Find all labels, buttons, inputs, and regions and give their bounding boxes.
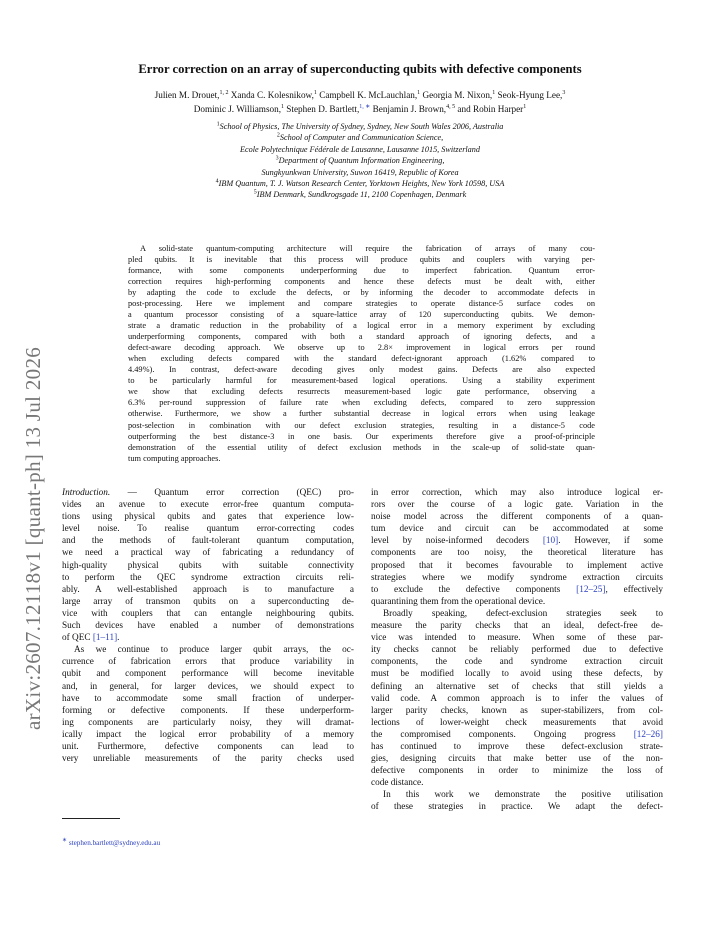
body-line: must be modified locally to avoid using these defects, by: [371, 669, 663, 680]
body-line: qubit and component performance will become inevitable: [62, 669, 354, 680]
author-list: [60, 89, 660, 116]
abstract-line: a quantum processor consisting of a square-lattice array of 120 superconducting qubits. We demon-: [128, 310, 595, 320]
body-line: components are too noisy, the theoretical literature has: [371, 548, 663, 559]
affiliation-text: Sungkyunkwan University, Suwon 16419, Republic of Korea: [261, 167, 459, 177]
body-text: the compromised components. Ongoing progress: [371, 729, 634, 740]
abstract-line: strate a dramatic reduction in the probability of a logical error in a memory experiment by excluding: [128, 321, 595, 331]
author-affil-sup: 1: [313, 89, 317, 96]
author-affil-sup: 1: [417, 89, 421, 96]
body-line: ity checks cannot be reliably performed due to defective: [371, 645, 663, 656]
body-line: [62, 632, 354, 644]
body-line: lections of lower-weight check measurements that avoid: [371, 717, 663, 728]
author-line-2: [60, 103, 660, 117]
body-text: level by noise-informed decoders: [371, 536, 543, 547]
section-label-introduction: Introduction.: [62, 488, 111, 498]
corresponding-email-link[interactable]: stephen.bartlett@sydney.edu.au: [68, 839, 161, 847]
abstract-line: underperforming components, compared with both a standard approach of ignoring defects, and a: [128, 332, 595, 342]
body-column-left: [62, 487, 354, 765]
body-line: level noise. To realise quantum error-correcting codes: [62, 524, 354, 535]
abstract-line: we show that excluding defects resurrects measurement-based logic gate performance, observing a: [128, 387, 595, 397]
abstract-line: defect-aware decoding approach. We observe up to 2.8× improvement in logical errors per round: [128, 343, 595, 353]
body-line: gies, designing circuits that make better use of the non-: [371, 754, 663, 765]
body-line: components, the code and syndrome extraction circuit: [371, 657, 663, 668]
author-affil-sup: 3: [562, 89, 566, 96]
affiliation-text: Ecole Polytechnique Fédérale de Lausanne, Lausanne 1015, Switzerland: [240, 144, 480, 154]
affiliations: [60, 121, 660, 201]
affiliation-line: [60, 155, 660, 166]
affiliation-line: [60, 178, 660, 189]
author-name: Julien M. Drouet,: [154, 90, 220, 100]
body-line: forming or defective components. If these underperform-: [62, 705, 354, 716]
arxiv-stamp: [10, 300, 50, 730]
body-line: [62, 487, 354, 499]
body-line: code distance.: [371, 778, 424, 789]
author-affil-sup: 1: [523, 103, 527, 110]
body-text: of QEC: [62, 633, 93, 644]
body-line: ically impact the logical error probability of a memory: [62, 729, 354, 740]
body-line: As we continue to produce larger qubit arrays, the oc-: [74, 645, 354, 656]
body-line: and, in general, for larger devices, we should expect to: [62, 681, 354, 692]
author-name: Xanda C. Kolesnikow,: [228, 90, 314, 100]
body-line: have to accommodate some small fraction of underper-: [62, 693, 354, 704]
body-line: we need a practical way of fabricating a redundancy of: [62, 548, 354, 559]
body-line: vides an avenue to execute error-free quantum computa-: [62, 500, 354, 511]
citation-link[interactable]: [12–25]: [576, 584, 606, 595]
abstract-line: demonstration of the essential utility of defect exclusion methods in the scale-up of solid-state quan-: [128, 442, 595, 452]
body-line: In this work we demonstrate the positive utilisation: [383, 790, 663, 801]
body-line: valid code. A common approach is to infer the values of: [371, 693, 663, 704]
abstract: [128, 243, 595, 464]
abstract-line: pled qubits. It is inevitable that this process will produce qubits and couplers with varying per-: [128, 255, 595, 265]
body-line: has continued to improve these defect-exclusion strate-: [371, 741, 663, 752]
author-name: Georgia M. Nixon,: [420, 90, 493, 100]
abstract-line: tum computing approaches.: [128, 453, 221, 463]
body-line: proposed that it becomes favourable to implement active: [371, 560, 663, 571]
body-line: noise model across the different components of a quan-: [371, 512, 663, 523]
affiliation-line: [60, 144, 660, 155]
body-line: strategies where we modify syndrome extraction circuits: [371, 572, 663, 583]
body-line: unit. Furthermore, defective components can lead to: [62, 741, 354, 752]
affiliation-line: [60, 132, 660, 143]
body-line: in error correction, which may also introduce logical er-: [371, 488, 663, 498]
body-line: [371, 729, 663, 741]
body-line: tum device and circuit can be accommodated at some: [371, 524, 663, 535]
affiliation-sup: 2: [276, 132, 280, 139]
body-line: measure the parity checks that an ideal, defect-free de-: [371, 621, 663, 632]
arxiv-stamp-text: arXiv:2607.12118v1 [quant-ph] 13 Jul 2026: [21, 346, 45, 730]
body-line: ably. A well-established approach is to manufacture a: [62, 584, 354, 595]
affiliation-line: [60, 189, 660, 200]
affiliation-text: Department of Quantum Information Engineering,: [278, 156, 445, 166]
body-line: tions using physical qubits and gates that experience low-: [62, 512, 354, 523]
author-affil-sup: 1, 2: [219, 89, 229, 96]
body-line: of these strategies in practice. We adapt the defect-: [371, 802, 663, 813]
body-column-right: [371, 487, 663, 814]
body-line: larger parity checks, known as super-stabilizers, from col-: [371, 705, 663, 716]
author-name: Stephen D. Bartlett,: [284, 103, 360, 114]
footnote-marker: ∗: [62, 837, 68, 844]
abstract-line: 6.3% per-round suppression of failure rate when excluding defects, compared to zero suppression: [128, 398, 595, 408]
body-line: defective components in order to minimize the loss of: [371, 766, 663, 777]
body-text: . However, if some: [558, 536, 663, 547]
body-line: and the methods of fault-tolerant quantum computation,: [62, 536, 354, 547]
abstract-line: post-selection in combination with our defect exclusion strategies, resulting in a distance-5 code: [128, 420, 595, 430]
body-line: vice with couplers that can entangle neighbouring qubits.: [62, 608, 354, 619]
citation-link[interactable]: [1–11]: [92, 633, 118, 644]
body-line: to perform the QEC syndrome extraction circuits reli-: [62, 572, 354, 583]
affiliation-line: [60, 121, 660, 132]
affiliation-text: School of Physics, The University of Sydney, Sydney, New South Wales 2006, Australia: [219, 122, 504, 131]
abstract-line: outperforming the best distance-3 in one basis. Our experiments therefore give a proof-of-principle: [128, 431, 595, 441]
body-line: ing components are particularly noisy, they will dramat-: [62, 717, 354, 728]
abstract-line: otherwise. Furthermore, we show a further substantial decrease in logical errors when using leakage: [128, 409, 595, 419]
abstract-line: post-processing. Here we implement and compare strategies to operate distance-5 surface codes on: [128, 299, 595, 309]
citation-link[interactable]: [10]: [542, 536, 559, 547]
author-line-1: [60, 89, 660, 103]
body-line: high-quality physical qubits with suitable connectivity: [62, 560, 354, 571]
abstract-line: by adapting the code to exclude the defects, or by informing the decoder to accommodate defects in: [128, 288, 595, 298]
abstract-line: 4.49%). In contrast, defect-aware decoding gives only modest gains. Defects are also expected: [128, 365, 595, 375]
body-text: to exclude the defective components: [371, 584, 577, 595]
author-affil-sup: 4, 5: [446, 103, 456, 110]
affiliation-sup: 3: [275, 155, 279, 162]
affiliation-sup: 5: [253, 189, 257, 196]
body-line: defining an alternative set of checks that still yields a: [371, 681, 663, 692]
affiliation-sup: 1: [216, 121, 220, 128]
affiliation-text: IBM Quantum, T. J. Watson Research Center, Yorktown Heights, New York 10598, USA: [218, 179, 505, 189]
affiliation-text: School of Computer and Communication Science,: [279, 133, 444, 143]
author-name: Seok-Hyung Lee,: [495, 90, 563, 100]
body-line: Such devices have enabled a number of demonstrations: [62, 621, 354, 632]
affiliation-sup: 4: [215, 178, 219, 185]
body-text: , effectively: [605, 584, 663, 595]
body-line: currence of fabrication errors that produce variability in: [62, 657, 354, 668]
author-name: Campbell K. McLauchlan,: [316, 90, 418, 100]
body-line: [371, 584, 663, 596]
body-text: .: [117, 633, 120, 644]
paper-title: Error correction on an array of superconducting qubits with defective components: [138, 62, 582, 76]
body-line: [371, 535, 663, 547]
body-line: large array of transmon qubits on a superconducting de-: [62, 596, 354, 607]
author-affil-sup: 1: [281, 103, 284, 110]
affiliation-line: [60, 167, 660, 178]
abstract-line: A solid-state quantum-computing architecture will require the fabrication of arrays of many cou-: [140, 244, 595, 253]
body-line: very unreliable measurements of the parity checks used: [62, 754, 354, 765]
body-line: quarantining them from the operational device.: [371, 596, 546, 607]
body-line: rors over the course of a logic gate. Variation in the: [371, 500, 663, 511]
author-affil-sup: 1: [492, 89, 496, 96]
affiliation-text: IBM Denmark, Sundkrogsgade 11, 2100 Copenhagen, Denmark: [256, 190, 467, 200]
abstract-line: correction requires high-performing components and hence these defects must be dealt with, either: [128, 277, 595, 287]
abstract-line: formance, with some components underperforming due to imperfect fabrication. Quantum error-: [128, 266, 595, 276]
author-name: Dominic J. Williamson,: [193, 103, 281, 114]
author-affil-sup[interactable]: 1, ∗: [359, 103, 371, 110]
body-text: — Quantum error correction (QEC) pro-: [110, 488, 354, 498]
abstract-line: to be particularly harmful for measurement-based logical operations. Using a stability experiment: [128, 376, 595, 386]
footnote: [62, 839, 160, 847]
citation-link[interactable]: [12–26]: [633, 729, 663, 740]
author-name: and Robin Harper: [455, 103, 524, 114]
body-line: Broadly speaking, defect-exclusion strategies seek to: [383, 608, 663, 619]
footnote-rule: [62, 818, 120, 819]
author-name: Benjamin J. Brown,: [370, 103, 447, 114]
body-line: vice was intended to measure. When some of these par-: [371, 633, 663, 644]
abstract-line: when excluding defects compared with the standard defect-ignorant approach (1.62% compared to: [128, 354, 595, 364]
